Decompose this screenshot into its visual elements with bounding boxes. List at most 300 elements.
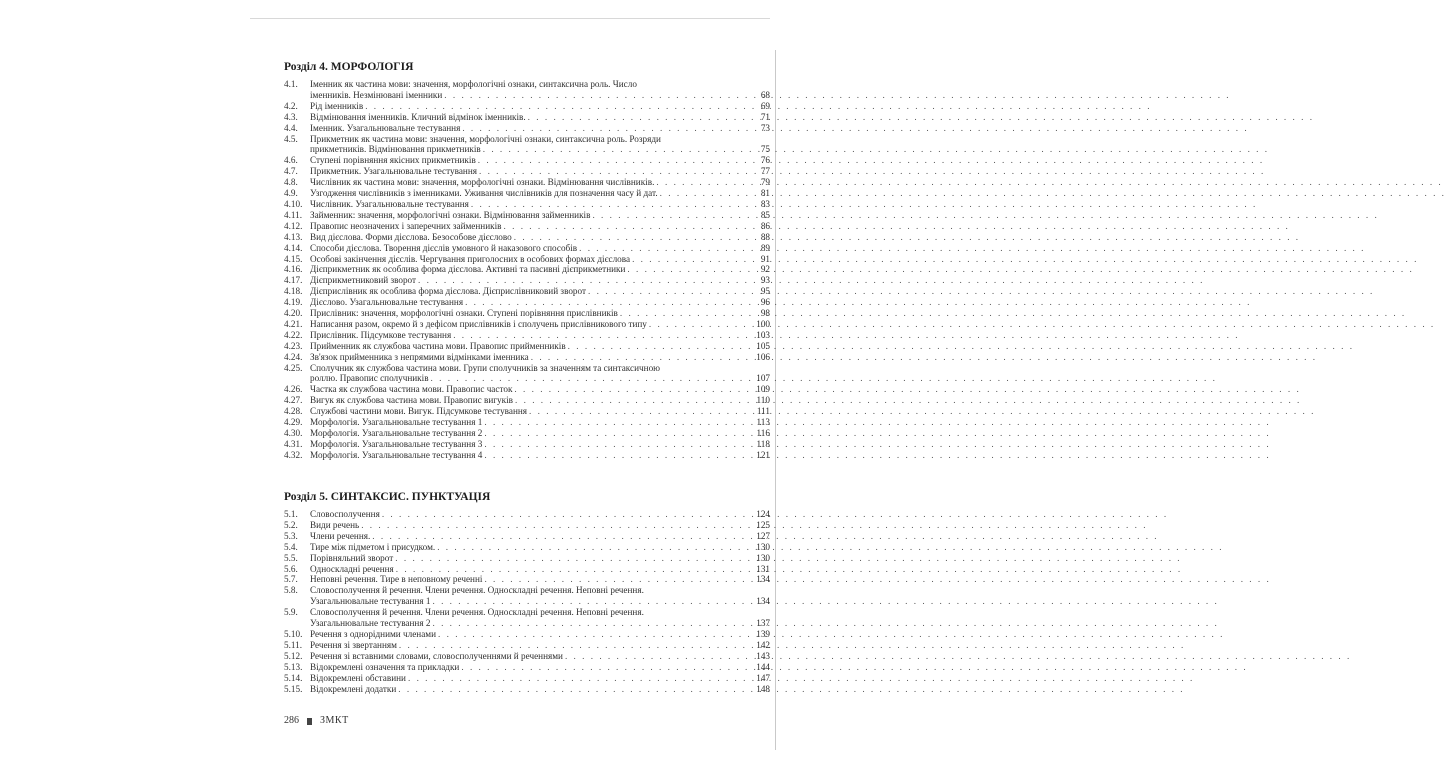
toc-entry-page: 142 [756, 639, 770, 650]
toc-entry-line [310, 373, 770, 384]
toc-entry-page: 147 [756, 672, 770, 683]
dot-leader [453, 330, 750, 341]
toc-entry-title: Зв'язок прийменника з непрямими відмінками іменника [310, 351, 529, 362]
section-title: Розділ 5. СИНТАКСИС. ПУНКТУАЦІЯ [284, 491, 491, 503]
toc-entry-number: 4.6. [284, 155, 298, 166]
toc-entry-page: 91 [760, 253, 770, 264]
toc-entry-line [310, 90, 770, 101]
dot-leader [395, 553, 750, 564]
toc-entry-page: 137 [756, 618, 770, 629]
toc-entry-page: 79 [760, 177, 770, 188]
toc-entry-body [310, 177, 770, 188]
publisher-mark-icon [307, 718, 312, 725]
dot-leader [438, 629, 750, 640]
dot-leader [465, 297, 750, 308]
dot-leader [504, 221, 751, 232]
toc-entry-page: 86 [760, 220, 770, 231]
toc-entry [284, 531, 770, 542]
toc-entry [284, 352, 770, 363]
toc-entry-number: 4.22. [284, 329, 303, 340]
toc-entry-line [310, 166, 770, 177]
toc-entry-number: 4.27. [284, 395, 303, 406]
toc-entry-line [310, 243, 770, 254]
toc-entry-line [310, 330, 770, 341]
dot-leader [399, 640, 750, 651]
toc-entry-body [310, 417, 770, 428]
toc-entry-body [310, 509, 770, 520]
toc-entry-body [310, 585, 770, 607]
toc-entry-title: Іменник як частина мови: значення, морфологічні ознаки, синтаксична роль. Число [310, 79, 637, 89]
dot-leader [484, 417, 750, 428]
toc-entry [284, 651, 770, 662]
toc-entry-line [310, 520, 770, 531]
toc-entry-number: 4.2. [284, 100, 298, 111]
toc-entry-title: Рід іменників [310, 100, 364, 111]
toc-entry-page: 121 [756, 449, 770, 460]
toc-entry-number: 4.26. [284, 384, 303, 395]
section-title: Розділ 4. МОРФОЛОГІЯ [284, 61, 414, 73]
toc-entry-page: 95 [760, 286, 770, 297]
toc-entry-page: 89 [760, 242, 770, 253]
toc-entry-page: 96 [760, 297, 770, 308]
toc-entry-title: Особові закінчення дієслів. Чергування приголосних в особових формах дієслова [310, 253, 631, 264]
toc-list [284, 79, 770, 461]
dot-leader [514, 384, 750, 395]
toc-entry-line [310, 177, 770, 188]
toc-entry-page: 107 [756, 373, 770, 384]
toc-entry-body [310, 188, 770, 199]
toc-entry-line [310, 684, 770, 695]
toc-entry-body [310, 101, 770, 112]
dot-leader [462, 123, 750, 134]
toc-entry-line [310, 542, 770, 553]
toc-entry-title: Дієприслівник як особлива форма дієслова. Дієприслівниковий зворот [310, 286, 587, 297]
toc-entry-line [310, 406, 770, 417]
toc-entry [284, 384, 770, 395]
toc-entry [284, 439, 770, 450]
toc-entry-number: 5.5. [284, 552, 298, 563]
toc-entry-page: 103 [756, 329, 770, 340]
dot-leader [484, 439, 750, 450]
toc-entry-line [310, 439, 770, 450]
dot-leader [437, 542, 750, 553]
dot-leader [649, 319, 750, 330]
toc-entry [284, 341, 770, 352]
toc-entry-page: 148 [756, 683, 770, 694]
toc-entry-body [310, 112, 770, 123]
toc-entry-number: 4.8. [284, 177, 298, 188]
toc-entry-body [310, 574, 770, 585]
dot-leader [656, 177, 750, 188]
toc-entry-number: 5.15. [284, 683, 303, 694]
toc-entry [284, 520, 770, 531]
toc-entry-body [310, 210, 770, 221]
toc-entry-title: роллю. Правопис сполучників [310, 373, 429, 384]
toc-entry-page: 111 [756, 406, 770, 417]
toc-entry-body [310, 439, 770, 450]
toc-entry-page: 98 [760, 308, 770, 319]
toc-entry-line [310, 199, 770, 210]
toc-list [284, 509, 770, 694]
toc-entry-line [310, 564, 770, 575]
toc-entry-body [310, 553, 770, 564]
toc-entry-title: Морфологія. Узагальнювальне тестування 2 [310, 428, 483, 438]
toc-entry-number: 4.32. [284, 449, 303, 460]
toc-entry-title: Написання разом, окремо й з дефісом прислівників і сполучень прислівникового типу [310, 318, 647, 329]
toc-entry-body [310, 651, 770, 662]
section-syntax [284, 490, 770, 694]
toc-entry-number: 5.13. [284, 661, 303, 672]
toc-entry-line [310, 553, 770, 564]
toc-entry-body [310, 395, 770, 406]
toc-entry-number: 4.1. [284, 79, 298, 89]
dot-leader [588, 286, 750, 297]
toc-entry-number: 4.28. [284, 406, 303, 417]
toc-entry-page: 68 [760, 89, 770, 100]
toc-entry [284, 188, 770, 199]
toc-entry-body [310, 79, 770, 101]
toc-entry-title: Прикметник. Узагальнювальне тестування [310, 166, 477, 177]
dot-leader [372, 531, 750, 542]
toc-entry-number: 4.15. [284, 253, 303, 264]
toc-entry-body [310, 232, 770, 243]
toc-entry-title: Прислівник: значення, морфологічні ознаки. Ступені порівняння прислівників [310, 308, 618, 319]
dot-leader [483, 144, 750, 155]
toc-entry-title: Морфологія. Узагальнювальне тестування 4 [310, 449, 483, 460]
toc-entry-title: Прикметник як частина мови: значення, морфологічні ознаки, синтаксична роль. Розряди [310, 133, 661, 144]
toc-entry-title: Дієприкметниковий зворот [310, 275, 417, 286]
toc-entry-page: 127 [756, 530, 770, 541]
toc-entry-body [310, 254, 770, 265]
toc-entry-body [310, 520, 770, 531]
toc-entry-body [310, 264, 770, 275]
toc-entry [284, 428, 770, 439]
dot-leader [592, 210, 750, 221]
toc-entry-line [310, 112, 770, 123]
toc-entry-line [310, 574, 770, 585]
dot-leader [565, 651, 750, 662]
toc-entry [284, 542, 770, 553]
toc-entry [284, 363, 770, 385]
toc-entry-body [310, 330, 770, 341]
toc-entry-page: 93 [760, 275, 770, 286]
toc-entry-title: Вид дієслова. Форми дієслова. Безособове дієслово [310, 231, 512, 242]
toc-entry-number: 5.14. [284, 672, 303, 683]
toc-entry-title: Односкладні речення [310, 563, 394, 574]
toc-entry [284, 232, 770, 243]
toc-entry-body [310, 450, 770, 461]
toc-entry-line [310, 509, 770, 520]
toc-entry-number: 4.13. [284, 231, 303, 242]
toc-entry-page: 139 [756, 628, 770, 639]
dot-leader [660, 188, 750, 199]
toc-entry [284, 101, 770, 112]
toc-entry-title: Відокремлені означення та прикладки [310, 661, 460, 672]
toc-entry-page: 116 [756, 428, 770, 438]
toc-entry-line [310, 384, 770, 395]
toc-entry-number: 4.30. [284, 428, 303, 438]
toc-entry-title: Правопис неозначених і заперечних займенників [310, 220, 502, 231]
toc-entry [284, 210, 770, 221]
toc-entry-title: Ступені порівняння якісних прикметників [310, 155, 476, 166]
toc-entry-page: 113 [756, 417, 770, 428]
toc-entry-page: 109 [756, 384, 770, 395]
toc-entry-line [310, 596, 770, 607]
toc-entry-body [310, 531, 770, 542]
toc-entry-number: 5.2. [284, 519, 298, 530]
dot-leader [432, 618, 750, 629]
toc-entry-page: 110 [756, 395, 770, 406]
toc-entry-body [310, 640, 770, 651]
dot-leader [579, 243, 750, 254]
dot-leader [444, 90, 750, 101]
toc-entry-title: Відокремлені обставини [310, 672, 406, 683]
dot-leader [431, 373, 750, 384]
toc-entry-line [310, 629, 770, 640]
dot-leader [479, 166, 750, 177]
toc-entry-number: 4.29. [284, 417, 303, 428]
toc-entry-title: Службові частини мови. Вигук. Підсумкове тестування [310, 406, 528, 417]
dot-leader [529, 406, 750, 417]
toc-entry-body [310, 308, 770, 319]
toc-entry-number: 5.9. [284, 607, 298, 618]
toc-entry-title: Словосполучення [310, 509, 380, 519]
toc-entry [284, 553, 770, 564]
toc-entry-title: Морфологія. Узагальнювальне тестування 3 [310, 438, 483, 449]
toc-entry-line [310, 395, 770, 406]
toc-entry-title: Члени речення. [310, 530, 371, 541]
toc-entry-body [310, 673, 770, 684]
toc-entry-body [310, 275, 770, 286]
toc-entry-page: 81 [760, 188, 770, 199]
toc-entry [284, 134, 770, 156]
dot-leader [471, 199, 750, 210]
toc-entry [284, 450, 770, 461]
toc-entry-line [310, 319, 770, 330]
dot-leader [461, 662, 750, 673]
toc-entry-number: 5.10. [284, 628, 303, 639]
toc-entry-page: 71 [760, 111, 770, 122]
toc-entry [284, 221, 770, 232]
toc-entry-number: 5.3. [284, 530, 298, 541]
toc-entry-body [310, 319, 770, 330]
toc-entry-title: Числівник. Узагальнювальне тестування [310, 198, 469, 209]
dot-leader [528, 112, 750, 123]
toc-entry [284, 417, 770, 428]
toc-entry [284, 308, 770, 319]
toc-entry-number: 4.16. [284, 264, 303, 275]
toc-entry-number: 5.8. [284, 585, 298, 596]
toc-entry-number: 4.11. [284, 209, 303, 220]
toc-entry-body [310, 428, 770, 439]
toc-entry [284, 199, 770, 210]
toc-entry-title: Речення зі звертанням [310, 639, 397, 650]
toc-entry-title: Іменник. Узагальнювальне тестування [310, 122, 461, 133]
toc-entry-title: Речення з однорідними членами [310, 628, 437, 639]
toc-entry-body [310, 341, 770, 352]
toc-entry-line [310, 232, 770, 243]
toc-entry [284, 564, 770, 575]
toc-entry-line [310, 352, 770, 363]
dot-leader [484, 450, 750, 461]
toc-entry-body [310, 363, 770, 385]
top-rule [250, 18, 770, 19]
toc-entry-body [310, 123, 770, 134]
dot-leader [620, 308, 750, 319]
toc-entry-number: 5.6. [284, 563, 298, 574]
toc-entry-title: Вигук як службова частина мови. Правопис вигуків [310, 395, 513, 406]
toc-entry-line [310, 221, 770, 232]
toc-entry-line [310, 297, 770, 308]
dot-leader [531, 352, 750, 363]
toc-entry [284, 123, 770, 134]
toc-entry-page: 131 [756, 563, 770, 574]
toc-entry-body [310, 684, 770, 695]
toc-entry-title: Способи дієслова. Творення дієслів умовного й наказового способів [310, 242, 578, 253]
publisher-name: ЗМКТ [320, 715, 349, 726]
toc-entry-number: 4.14. [284, 242, 303, 253]
dot-leader [361, 520, 750, 531]
toc-entry-line [310, 662, 770, 673]
toc-entry-line [310, 308, 770, 319]
dot-leader [484, 574, 750, 585]
toc-entry-line [310, 286, 770, 297]
toc-entry-title: Частка як службова частина мови. Правопис часток [310, 384, 513, 395]
page-footer [284, 715, 349, 727]
toc-entry-line [310, 618, 770, 629]
toc-entry-body [310, 564, 770, 575]
toc-entry-page: 125 [756, 519, 770, 530]
toc-entry [284, 395, 770, 406]
toc-entry-page: 100 [756, 318, 770, 329]
toc-entry-page: 105 [756, 340, 770, 351]
toc-entry-number: 5.7. [284, 574, 298, 585]
toc-entry-page: 85 [760, 209, 770, 220]
toc-entry-title: Займенник: значення, морфологічні ознаки. Відмінювання займенників [310, 209, 591, 220]
toc-entry-number: 4.7. [284, 166, 298, 177]
toc-entry-title: Прислівник. Підсумкове тестування [310, 329, 452, 340]
toc-entry-line [310, 341, 770, 352]
toc-entry-title: Дієслово. Узагальнювальне тестування [310, 297, 464, 308]
toc-entry-page: 143 [756, 650, 770, 661]
dot-leader [514, 232, 750, 243]
dot-leader [418, 275, 750, 286]
toc-entry [284, 286, 770, 297]
toc-entry [284, 673, 770, 684]
toc-entry-title: прикметників. Відмінювання прикметників [310, 144, 481, 155]
toc-entry-page: 124 [756, 509, 770, 519]
toc-entry-line [310, 275, 770, 286]
toc-entry-number: 4.24. [284, 351, 303, 362]
toc-entry [284, 607, 770, 629]
toc-entry-number: 4.20. [284, 308, 303, 319]
toc-entry-body [310, 155, 770, 166]
toc-entry [284, 406, 770, 417]
toc-entry [284, 509, 770, 520]
toc-entry-body [310, 297, 770, 308]
toc-entry [284, 79, 770, 101]
toc-entry-page: 69 [760, 100, 770, 111]
toc-entry-body [310, 134, 770, 156]
toc-entry-number: 4.18. [284, 286, 303, 297]
dot-leader [432, 596, 750, 607]
toc-entry-number: 4.17. [284, 275, 303, 286]
toc-entry-body [310, 406, 770, 417]
toc-entry-number: 4.3. [284, 111, 298, 122]
toc-entry-number: 4.23. [284, 340, 303, 351]
toc-entry-number: 4.21. [284, 318, 303, 329]
toc-entry [284, 330, 770, 341]
toc-entry-line [310, 264, 770, 275]
toc-entry-body [310, 166, 770, 177]
toc-entry-page: 134 [756, 596, 770, 607]
toc-entry-title: Порівняльний зворот [310, 552, 394, 563]
toc-entry-page: 88 [760, 231, 770, 242]
toc-entry-line [310, 210, 770, 221]
toc-entry-line [310, 531, 770, 542]
toc-entry-title: Речення зі вставними словами, словосполученнями й реченнями [310, 650, 563, 661]
dot-leader [568, 341, 750, 352]
toc-entry-title: Узагальнювальне тестування 2 [310, 618, 431, 629]
dot-leader [408, 673, 750, 684]
toc-entry [284, 275, 770, 286]
toc-entry-page: 130 [756, 541, 770, 552]
dot-leader [398, 684, 750, 695]
dot-leader [396, 564, 750, 575]
toc-entry-title: Відмінювання іменників. Кличний відмінок іменників. [310, 111, 526, 122]
toc-entry-page: 106 [756, 351, 770, 362]
toc-entry [284, 112, 770, 123]
toc-entry-line [310, 144, 770, 155]
toc-entry-number: 5.4. [284, 541, 298, 552]
toc-entry-body [310, 629, 770, 640]
toc-entry-number: 4.25. [284, 362, 303, 373]
toc-entry-line [310, 188, 770, 199]
section-morphology [284, 60, 770, 461]
toc-entry-line [310, 428, 770, 439]
toc-entry-number: 4.4. [284, 122, 298, 133]
toc-entry-line [310, 651, 770, 662]
toc-entry [284, 684, 770, 695]
toc-entry-line [310, 101, 770, 112]
toc-entry-line [310, 450, 770, 461]
toc-entry-number: 5.11. [284, 639, 303, 650]
toc-entry-title: Узагальнювальне тестування 1 [310, 596, 431, 607]
dot-leader [484, 428, 750, 439]
toc-entry [284, 264, 770, 275]
toc-entry-title: іменників. Незмінювані іменники [310, 89, 443, 100]
toc-entry-title: Узгодження числівників з іменниками. Уживання числівників для позначення часу й дат. [310, 188, 658, 199]
toc-entry-title: Відокремлені додатки [310, 683, 397, 694]
toc-entry-body [310, 286, 770, 297]
toc-entry-title: Неповні речення. Тире в неповному реченні [310, 574, 483, 585]
toc-entry-title: Прийменник як службова частина мови. Правопис прийменників [310, 340, 566, 351]
toc-entry-line [310, 417, 770, 428]
toc-entry-title: Морфологія. Узагальнювальне тестування 1 [310, 417, 483, 428]
toc-entry-number: 4.12. [284, 220, 303, 231]
dot-leader [478, 155, 750, 166]
toc-entry-page: 75 [760, 144, 770, 155]
page-number: 286 [284, 715, 299, 726]
toc-entry-number: 4.10. [284, 198, 303, 209]
dot-leader [382, 509, 750, 520]
toc-entry [284, 155, 770, 166]
toc-entry-title: Тире між підметом і присудком. [310, 541, 436, 552]
toc-entry-page: 134 [756, 574, 770, 585]
toc-entry-line [310, 673, 770, 684]
toc-entry [284, 166, 770, 177]
toc-entry-page: 118 [756, 438, 770, 449]
